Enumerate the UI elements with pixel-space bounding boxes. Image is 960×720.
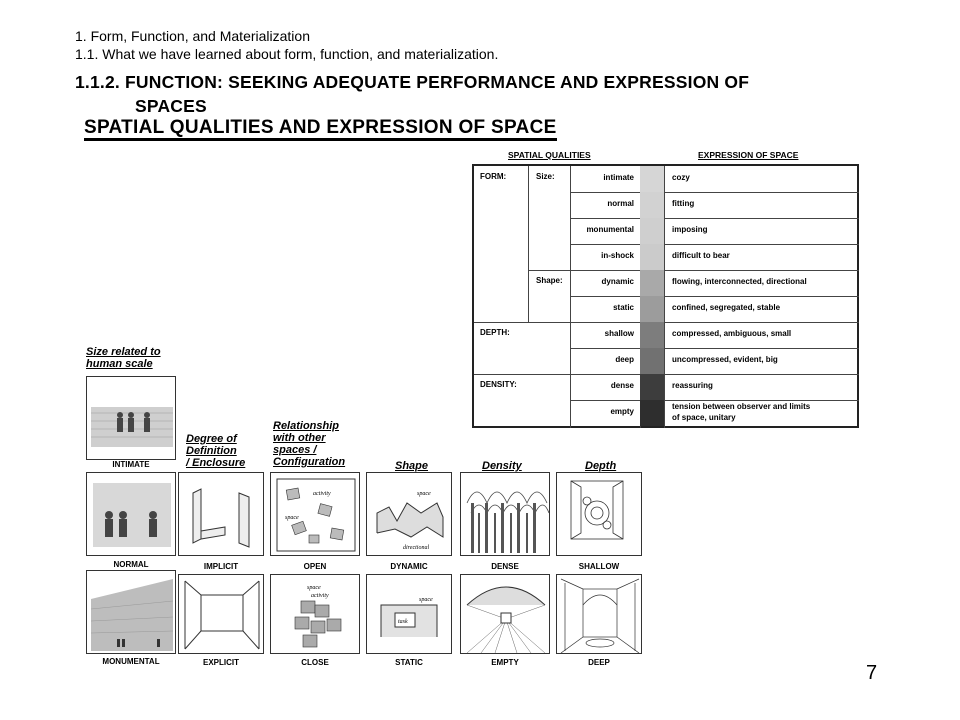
col-relationship-title: [273, 420, 345, 468]
form-label: FORM:: [480, 172, 507, 181]
expression-deep: uncompressed, evident, big: [672, 355, 778, 364]
col-size-title-a: Size related to: [86, 346, 161, 358]
caption-shallow: SHALLOW: [578, 562, 620, 571]
quality-dynamic: dynamic: [601, 277, 634, 286]
shade-swatch-in-shock: [640, 244, 664, 270]
col-definition-title: [186, 433, 245, 469]
expression-shallow: compressed, ambiguous, small: [672, 329, 792, 338]
explicit-panel: [178, 574, 264, 654]
section-heading-1-1-2: [75, 70, 895, 118]
caption-intimate: INTIMATE: [112, 460, 150, 469]
implicit-sketch: [179, 473, 264, 556]
sketch-note-activity: activity: [313, 491, 331, 497]
col-definition-title-c: / Enclosure: [186, 457, 246, 469]
expression-monumental: imposing: [672, 225, 708, 234]
dense-sketch: [461, 473, 550, 556]
open-sketch: [271, 473, 360, 556]
monumental-sketch: [87, 571, 176, 654]
caption-close: CLOSE: [301, 658, 329, 667]
caption-deep: DEEP: [588, 658, 610, 667]
shade-swatch-monumental: [640, 218, 664, 244]
col-shape-title: Shape: [395, 460, 429, 472]
dynamic-panel: [366, 472, 452, 556]
sketch-note-task: task: [398, 619, 408, 625]
empty-panel: [460, 574, 550, 654]
quality-shallow: shallow: [604, 329, 634, 338]
section-heading-1-1: 1.1. What we have learned about form, function, and materialization.: [75, 46, 499, 62]
sketch-note-space-3: space: [417, 491, 431, 497]
quality-normal: normal: [607, 199, 634, 208]
empty-sketch: [461, 575, 550, 654]
expression-empty: [672, 401, 810, 423]
dynamic-sketch: [367, 473, 452, 556]
sketch-note-activity-2: activity: [311, 593, 329, 599]
shape-label: Shape:: [536, 276, 563, 285]
close-panel: [270, 574, 360, 654]
size-label: Size:: [536, 172, 555, 181]
intimate-sketch: [87, 377, 176, 460]
dense-panel: [460, 472, 550, 556]
table-header-expression: EXPRESSION OF SPACE: [698, 150, 799, 160]
col-relationship-title-a: Relationship: [273, 420, 340, 432]
heading-line-a: 1.1.2. FUNCTION: SEEKING ADEQUATE PERFORMANCE AND EXPRESSION OF: [75, 72, 750, 92]
caption-empty: EMPTY: [491, 658, 519, 667]
col-depth-title: Depth: [585, 460, 617, 472]
implicit-panel: [178, 472, 264, 556]
col-definition-title-a: Degree of: [186, 433, 237, 445]
expression-line-2: of space, unitary: [672, 413, 736, 422]
expression-intimate: cozy: [672, 173, 690, 182]
shade-swatch-intimate: [640, 166, 664, 192]
heading-line-b: SPACES: [135, 96, 207, 116]
close-sketch: [271, 575, 360, 654]
expression-dense: reassuring: [672, 381, 713, 390]
table-header-qualities: SPATIAL QUALITIES: [508, 150, 591, 160]
quality-deep: deep: [615, 355, 634, 364]
caption-static: STATIC: [395, 658, 423, 667]
shallow-panel: [556, 472, 642, 556]
sketch-note-space-4: space: [419, 597, 433, 603]
col-density-title: Density: [482, 460, 522, 472]
explicit-sketch: [179, 575, 264, 654]
section-heading-1: 1. Form, Function, and Materialization: [75, 28, 310, 44]
sketch-note-space-2: space: [307, 585, 321, 591]
expression-static: confined, segregated, stable: [672, 303, 781, 312]
static-panel: [366, 574, 452, 654]
page-number: 7: [866, 662, 878, 684]
shade-swatch-dynamic: [640, 270, 664, 296]
caption-dense: DENSE: [491, 562, 519, 571]
caption-dynamic: DYNAMIC: [390, 562, 428, 571]
monumental-panel: [86, 570, 176, 654]
normal-panel: [86, 472, 176, 556]
expression-line-1: tension between observer and limits: [672, 402, 811, 411]
deep-sketch: [557, 575, 642, 654]
sketch-note-directional: directional: [403, 545, 430, 551]
caption-open: OPEN: [303, 562, 327, 571]
quality-monumental: monumental: [586, 225, 634, 234]
open-panel: [270, 472, 360, 556]
col-relationship-title-b: with other: [273, 432, 326, 444]
sketch-note-space: space: [285, 515, 299, 521]
expression-normal: fitting: [672, 199, 695, 208]
shade-swatch-normal: [640, 192, 664, 218]
quality-in-shock: in-shock: [601, 251, 634, 260]
quality-empty: empty: [610, 407, 634, 416]
col-relationship-title-d: Configuration: [273, 456, 346, 468]
col-size-title: [86, 346, 161, 370]
normal-sketch: [87, 473, 176, 556]
col-relationship-title-c: spaces /: [273, 444, 317, 456]
static-sketch: [367, 575, 452, 654]
quality-intimate: intimate: [603, 173, 634, 182]
shade-swatch-static: [640, 296, 664, 322]
expression-in-shock: difficult to bear: [672, 251, 730, 260]
quality-dense: dense: [610, 381, 634, 390]
col-size-title-b: human scale: [86, 358, 153, 370]
shade-swatch-shallow: [640, 322, 664, 348]
caption-normal: NORMAL: [113, 560, 149, 569]
table-grid: [472, 164, 859, 428]
caption-implicit: IMPLICIT: [203, 562, 239, 571]
depth-label: DEPTH:: [480, 328, 510, 337]
caption-explicit: EXPLICIT: [202, 658, 239, 667]
expression-dynamic: flowing, interconnected, directional: [672, 277, 807, 286]
shade-swatch-dense: [640, 374, 664, 400]
col-definition-title-b: Definition: [186, 445, 237, 457]
spatial-qualities-table: [472, 150, 859, 428]
caption-monumental: MONUMENTAL: [102, 657, 160, 666]
shade-swatch-deep: [640, 348, 664, 374]
density-label: DENSITY:: [480, 380, 517, 389]
intimate-panel: [86, 376, 176, 460]
shade-swatch-empty: [640, 400, 664, 426]
deep-panel: [556, 574, 642, 654]
shallow-sketch: [557, 473, 642, 556]
quality-static: static: [613, 303, 634, 312]
figure-banner-title: SPATIAL QUALITIES AND EXPRESSION OF SPACE: [84, 118, 557, 141]
